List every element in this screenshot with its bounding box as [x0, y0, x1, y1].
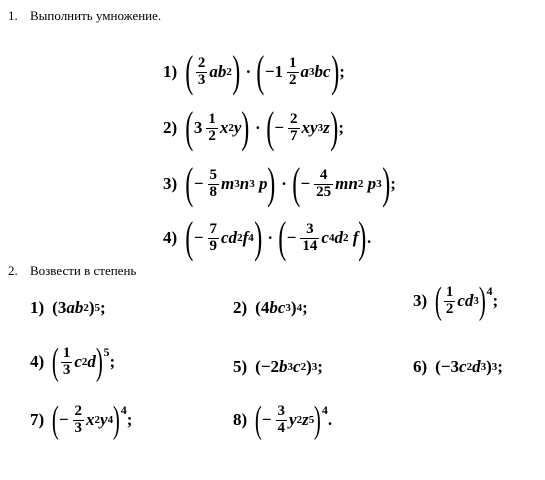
terminator: ; [109, 352, 116, 371]
fraction: $\frac{1}{3}$ [62, 344, 71, 378]
variable: n [239, 174, 250, 193]
open-paren: ( [185, 47, 194, 96]
task1-number: 1. [8, 8, 18, 23]
minus-sign: − [193, 174, 204, 193]
terminator: . [327, 410, 333, 429]
open-paren: ( [185, 159, 194, 208]
minus-sign: − [58, 410, 69, 429]
fraction: $\frac{3}{4}$ [277, 402, 286, 436]
fraction: $\frac{2}{7}$ [290, 110, 298, 144]
fraction: $\frac{1}{2}$ [208, 110, 216, 144]
minus-sign: − [286, 228, 297, 247]
variable: ab [66, 298, 84, 317]
base-close: ) [306, 357, 312, 376]
variable: d [87, 352, 96, 371]
mixed-whole: −1 [264, 62, 283, 81]
open-paren: ( [255, 399, 262, 441]
item-label: 6) [413, 357, 428, 376]
close-paren: ) [478, 280, 486, 322]
item-label: 3) [163, 174, 178, 193]
multiply-dot: · [281, 174, 287, 193]
task2-heading [8, 263, 136, 279]
close-paren: ) [267, 159, 276, 208]
item-label: 1) [163, 62, 178, 81]
variable: y [100, 410, 108, 429]
variable: c [74, 352, 82, 371]
multiply-dot: · [267, 228, 274, 247]
open-paren: ( [185, 103, 194, 152]
close-paren: ) [112, 399, 120, 441]
task1-item-3: 3) ( − $\frac{5}{8}$ m 3 n 3 p ) · ( − $\frac{4}{25}$ mn 2 p 3 ) ; [163, 159, 396, 208]
variable: m [221, 174, 235, 193]
power: 4 [486, 284, 493, 298]
close-paren: ) [95, 341, 103, 383]
variable: z [323, 118, 330, 137]
variable: ab [209, 62, 227, 81]
task1-heading [8, 8, 161, 24]
open-paren: ( [185, 213, 194, 262]
fraction: $\frac{3}{14}$ [302, 220, 318, 254]
close-paren: ) [330, 103, 339, 152]
variable: y [233, 118, 242, 137]
multiply-dot: · [255, 118, 261, 137]
close-paren: ) [330, 47, 339, 96]
power: 4 [120, 403, 127, 417]
terminator: ; [338, 118, 345, 137]
base-close: ) [290, 298, 297, 317]
base-open: (3 [52, 298, 67, 317]
terminator: ; [339, 62, 345, 81]
variable: bc [269, 298, 286, 317]
variable: x [86, 410, 95, 429]
minus-sign: − [261, 410, 272, 429]
base-close: ) [88, 298, 95, 317]
variable: bc [314, 62, 331, 81]
task2-item-5: 5) (−2 b 3 c 2 ) 3 ; [233, 357, 323, 376]
close-paren: ) [358, 213, 367, 262]
multiply-dot: · [245, 62, 252, 81]
task2-item-2: 2) (4 bc 3 ) 4 ; [233, 298, 308, 317]
fraction: $\frac{2}{3}$ [197, 54, 206, 88]
task2-item-7: 7) ( − $\frac{2}{3}$ x 2 y 4 ) 4 ; [30, 399, 133, 441]
task1-title: Выполнить умножение. [30, 8, 162, 23]
item-label: 3) [413, 291, 428, 310]
variable: y [289, 410, 297, 429]
close-paren: ) [314, 399, 321, 441]
fraction: $\frac{7}{9}$ [209, 220, 218, 254]
task2-number: 2. [8, 263, 18, 278]
terminator: ; [100, 298, 106, 317]
fraction: $\frac{1}{2}$ [289, 54, 297, 88]
close-paren: ) [381, 159, 390, 208]
variable: d [334, 228, 343, 247]
terminator: ; [302, 298, 308, 317]
variable: a [300, 62, 309, 81]
task2-item-4: 4) ( $\frac{1}{3}$ c 2 d ) 5 ; [30, 341, 116, 383]
close-paren: ) [254, 213, 263, 262]
item-label: 1) [30, 298, 45, 317]
item-label: 5) [233, 357, 248, 376]
minus-sign: − [193, 228, 204, 247]
variable: d [472, 357, 481, 376]
item-label: 8) [233, 410, 248, 429]
terminator: ; [497, 357, 503, 376]
variable: c [293, 357, 301, 376]
task1-item-4: 4) ( − $\frac{7}{9}$ cd 2 f 4 ) · ( − $\frac{3}{14}$ c 4 d 2 f ) . [163, 213, 372, 262]
item-label: 2) [163, 118, 178, 137]
minus-sign: − [300, 174, 311, 193]
variable: z [302, 410, 309, 429]
variable: x [219, 118, 229, 137]
task2-item-8: 8) ( − $\frac{3}{4}$ y 2 z 5 ) 4 . [233, 399, 333, 441]
terminator: ; [390, 174, 396, 193]
variable: f [352, 228, 359, 247]
task2-item-3: 3) ( $\frac{1}{2}$ cd 3 ) 4 ; [413, 280, 499, 322]
variable: b [279, 357, 288, 376]
variable: c [459, 357, 467, 376]
fraction: $\frac{5}{8}$ [209, 166, 218, 200]
fraction: $\frac{4}{25}$ [316, 166, 332, 200]
fraction: $\frac{2}{3}$ [74, 402, 83, 436]
item-label: 4) [30, 352, 45, 371]
terminator: ; [492, 291, 499, 310]
item-label: 2) [233, 298, 248, 317]
base-open: (−2 [255, 357, 280, 376]
item-label: 4) [163, 228, 178, 247]
task2-item-6: 6) (−3 c 2 d 3 ) 3 ; [413, 357, 503, 376]
variable: f [242, 228, 249, 247]
mixed-whole: 3 [193, 118, 203, 137]
close-paren: ) [232, 47, 241, 96]
close-paren: ) [241, 103, 250, 152]
open-paren: ( [435, 280, 442, 322]
task1-item-1: 1) ( $\frac{2}{3}$ ab 2 ) · ( −1 $\frac{1}{2}$ a 3 bc ) ; [163, 47, 345, 96]
open-paren: ( [292, 159, 301, 208]
power: 5 [103, 345, 110, 359]
variable: cd [457, 291, 474, 310]
open-paren: ( [278, 213, 287, 262]
power: 4 [321, 403, 328, 417]
terminator: . [367, 228, 372, 247]
variable: xy [301, 118, 318, 137]
open-paren: ( [256, 47, 265, 96]
task2-item-1: 1) (3 ab 2 ) 5 ; [30, 298, 106, 317]
minus-sign: − [274, 118, 285, 137]
fraction: $\frac{1}{2}$ [445, 283, 454, 317]
task1-item-2: 2) ( 3 $\frac{1}{2}$ x 2 y ) · ( − $\frac{2}{7}$ xy 3 z ) ; [163, 103, 345, 152]
variable: p [367, 174, 377, 193]
variable: p [258, 174, 268, 193]
open-paren: ( [266, 103, 275, 152]
base-close: ) [486, 357, 492, 376]
variable: cd [221, 228, 238, 247]
variable: c [321, 228, 329, 247]
task2-title: Возвести в степень [30, 263, 137, 278]
base-open: (−3 [435, 357, 460, 376]
terminator: ; [317, 357, 323, 376]
base-open: (4 [255, 298, 270, 317]
item-label: 7) [30, 410, 45, 429]
variable: mn [335, 174, 358, 193]
open-paren: ( [52, 341, 59, 383]
terminator: ; [126, 410, 133, 429]
open-paren: ( [52, 399, 59, 441]
